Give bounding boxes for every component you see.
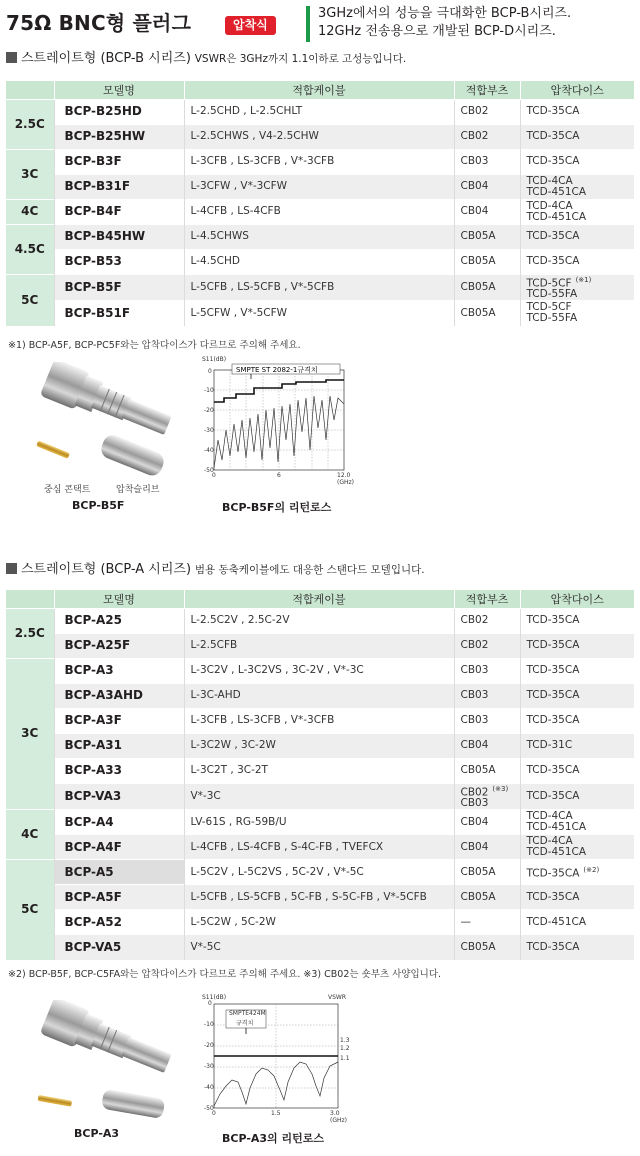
- boot-cell: [454, 301, 520, 326]
- cable-cell: L-4.5CHWS: [184, 224, 454, 249]
- boot-cell: [454, 633, 520, 658]
- cable-cell: V*-5C: [184, 935, 454, 960]
- model-cell: BCP-B25HW: [54, 124, 184, 149]
- header-desc-line-1: 3GHz에서의 성능을 극대화한 BCP-B시리즈.: [318, 6, 572, 21]
- table-row: [6, 608, 634, 633]
- section-b-table: [6, 81, 634, 326]
- a-graph-ylabel: S11(dB): [202, 994, 227, 1001]
- section-b-heading: [6, 50, 406, 67]
- col-blank: [6, 81, 54, 99]
- a-graph-standard: SMPTE424M: [229, 1010, 266, 1017]
- die-value: TCD-35CA: [526, 130, 580, 142]
- die-value: TCD-31C: [526, 739, 573, 751]
- cable-cell: L-5C2V , L-5C2VS , 5C-2V , V*-5C: [184, 860, 454, 885]
- cable-cell: L-2.5CFB: [184, 633, 454, 658]
- die-value: TCD-5CF: [526, 301, 572, 314]
- a-graph-xtick-0: 0: [212, 1110, 216, 1117]
- col-die: 압착다이스: [520, 81, 634, 99]
- die-cell: [520, 758, 634, 783]
- bcp-b5f-return-loss-graph: [196, 360, 356, 480]
- die-cell: [520, 633, 634, 658]
- crimp-type-badge: 압착식: [225, 16, 276, 35]
- boot-cell: [454, 758, 520, 783]
- a-graph-vtick-2: 1.1: [340, 1055, 350, 1062]
- cable-size-cell: 4C: [6, 199, 54, 224]
- die-value: TCD-4CA: [526, 199, 573, 212]
- cable-cell: L-5C2W , 5C-2W: [184, 910, 454, 935]
- cable-cell: LV-61S , RG-59B/U: [184, 810, 454, 835]
- boot-value: CB04: [460, 840, 489, 853]
- page-header: [6, 6, 634, 42]
- model-cell: BCP-A25: [54, 608, 184, 633]
- table-row: [6, 99, 634, 124]
- cable-cell: L-4.5CHD: [184, 249, 454, 274]
- a-graph-ytick-4: -40: [204, 1084, 214, 1091]
- bcp-a3-product-image: [34, 1000, 194, 1122]
- boot-cell: [454, 99, 520, 124]
- die-cell: [520, 733, 634, 758]
- b-graph-xunit: (GHz): [337, 479, 354, 486]
- header-divider: [306, 6, 310, 42]
- die-value-2: TCD-451CA: [526, 185, 587, 198]
- die-value: TCD-35CA: [526, 890, 580, 903]
- table-row: [6, 683, 634, 708]
- a-graph-vswr: VSWR: [328, 994, 347, 1001]
- table-row: [6, 301, 634, 326]
- section-bullet-icon: [6, 563, 17, 574]
- table-row: [6, 810, 634, 835]
- die-cell: [520, 810, 634, 835]
- cable-size-cell: 4.5C: [6, 224, 54, 274]
- table-row: [6, 708, 634, 733]
- model-cell: BCP-A25F: [54, 633, 184, 658]
- model-cell: BCP-A3F: [54, 708, 184, 733]
- model-cell: BCP-A5F: [54, 885, 184, 910]
- table-row: [6, 733, 634, 758]
- model-cell: BCP-A33: [54, 758, 184, 783]
- die-value: TCD-4CA: [526, 174, 573, 187]
- die-value-2: TCD-55FA: [526, 288, 578, 300]
- die-cell: [520, 885, 634, 910]
- boot-value: CB02: [460, 639, 489, 651]
- boot-value: CB03: [460, 714, 489, 726]
- cable-cell: L-3C2W , 3C-2W: [184, 733, 454, 758]
- die-value-2: TCD-55FA: [526, 312, 578, 325]
- model-cell: BCP-B53: [54, 249, 184, 274]
- boot-value: CB05A: [460, 280, 496, 293]
- boot-value: CB03: [460, 664, 489, 676]
- boot-cell: [454, 783, 520, 810]
- model-cell: BCP-B3F: [54, 149, 184, 174]
- table-row: [6, 935, 634, 960]
- die-cell: [520, 910, 634, 935]
- die-cell: [520, 99, 634, 124]
- die-cell: [520, 608, 634, 633]
- b-graph-ytick-1: -10: [204, 387, 214, 394]
- boot-cell: [454, 733, 520, 758]
- b-graph-standard: SMPTE ST 2082-1규격치: [236, 366, 318, 374]
- die-cell: [520, 683, 634, 708]
- cable-cell: L-4CFB , LS-4CFB: [184, 199, 454, 224]
- a-graph-vtick-1: 1.2: [340, 1045, 350, 1052]
- die-value: TCD-35CA: [526, 764, 580, 776]
- model-cell: BCP-VA3: [54, 783, 184, 810]
- a-graph-xtick-2: 3.0: [330, 1110, 340, 1117]
- die-cell: [520, 301, 634, 326]
- cable-cell: L-4CFB , LS-4CFB , S-4C-FB , TVEFCX: [184, 835, 454, 860]
- a-graph-vtick-0: 1.3: [340, 1037, 350, 1044]
- boot-value: CB05A: [460, 764, 496, 776]
- cable-cell: L-5CFB , LS-5CFB , V*-5CFB: [184, 274, 454, 301]
- col-die: 압착다이스: [520, 590, 634, 608]
- cable-size-cell: 2.5C: [6, 99, 54, 149]
- table-row: [6, 149, 634, 174]
- die-value: TCD-35CA: [526, 255, 580, 267]
- a-graph-ytick-3: -30: [204, 1063, 214, 1070]
- model-cell: BCP-B4F: [54, 199, 184, 224]
- header-desc-line-2: 12GHz 전송용으로 개발된 BCP-D시리즈.: [318, 24, 556, 39]
- die-value: TCD-35CA: [526, 614, 580, 626]
- section-a-heading: [6, 561, 425, 578]
- cable-cell: L-3CFB , LS-3CFB , V*-3CFB: [184, 149, 454, 174]
- model-cell: BCP-A5: [54, 860, 184, 885]
- boot-value: CB03: [460, 155, 489, 167]
- a-graph-xtick-1: 1.5: [271, 1110, 281, 1117]
- section-a-title: 스트레이트형 (BCP-A 시리즈): [21, 562, 192, 577]
- die-cell: [520, 149, 634, 174]
- col-cable: 적합케이블: [184, 590, 454, 608]
- die-cell: [520, 658, 634, 683]
- cable-cell: L-3CFW , V*-3CFW: [184, 174, 454, 199]
- table-row: [6, 910, 634, 935]
- table-row: [6, 758, 634, 783]
- boot-cell: [454, 835, 520, 860]
- col-blank: [6, 590, 54, 608]
- die-value: TCD-35CA: [526, 639, 580, 651]
- section-bullet-icon: [6, 52, 17, 63]
- model-cell: BCP-B45HW: [54, 224, 184, 249]
- cable-cell: L-3C2V , L-3C2VS , 3C-2V , V*-3C: [184, 658, 454, 683]
- a-graph-ytick-0: 0: [208, 1000, 212, 1007]
- model-cell: BCP-A3AHD: [54, 683, 184, 708]
- boot-cell: [454, 885, 520, 910]
- col-boot: 적합부츠: [454, 81, 520, 99]
- die-value: TCD-35CA: [526, 105, 580, 117]
- col-model: 모델명: [54, 81, 184, 99]
- boot-value: CB05A: [460, 865, 496, 878]
- die-cell: [520, 124, 634, 149]
- section-a-subtitle: 범용 동축케이블에도 대응한 스탠다드 모델입니다.: [194, 564, 425, 576]
- cable-cell: L-3CFB , LS-3CFB , V*-3CFB: [184, 708, 454, 733]
- boot-value: CB05A: [460, 940, 496, 953]
- boot-value: CB04: [460, 739, 489, 751]
- die-value: TCD-35CA: [526, 789, 580, 802]
- b-graph-xtick-1: 6: [277, 472, 281, 479]
- die-value-2: TCD-451CA: [526, 210, 587, 223]
- boot-cell: [454, 658, 520, 683]
- die-cell: [520, 224, 634, 249]
- die-cell: [520, 835, 634, 860]
- header-description: [318, 5, 638, 41]
- cable-cell: L-5CFB , LS-5CFB , 5C-FB , S-5C-FB , V*-5CFB: [184, 885, 454, 910]
- model-cell: BCP-B25HD: [54, 99, 184, 124]
- col-cable: 적합케이블: [184, 81, 454, 99]
- boot-value: CB05A: [460, 230, 496, 242]
- die-value: TCD-35CA: [526, 664, 580, 676]
- table-row: [6, 835, 634, 860]
- bcp-a3-graph-label: BCP-A3의 리턴로스: [222, 1132, 325, 1145]
- die-value: TCD-4CA: [526, 810, 573, 822]
- cable-size-cell: 5C: [6, 274, 54, 326]
- die-value-2: TCD-451CA: [526, 846, 587, 858]
- cable-size-cell: 3C: [6, 658, 54, 810]
- b-graph-ytick-2: -20: [204, 407, 214, 414]
- die-cell: [520, 935, 634, 960]
- table-row: [6, 783, 634, 810]
- cable-cell: L-2.5CHWS , V4-2.5CHW: [184, 124, 454, 149]
- die-cell: [520, 274, 634, 301]
- b-graph-ytick-5: -50: [204, 467, 214, 474]
- die-value: TCD-35CA: [526, 867, 580, 880]
- a-graph-ytick-1: -10: [204, 1021, 214, 1028]
- boot-cell: [454, 608, 520, 633]
- table-row: [6, 633, 634, 658]
- die-value: TCD-5CF: [526, 277, 572, 289]
- model-cell: BCP-B31F: [54, 174, 184, 199]
- boot-cell: [454, 149, 520, 174]
- boot-value: CB05A: [460, 255, 496, 267]
- die-cell: [520, 199, 634, 224]
- model-cell: BCP-A3: [54, 658, 184, 683]
- boot-cell: [454, 199, 520, 224]
- boot-cell: [454, 935, 520, 960]
- section-a-footnote: ※2) BCP-B5F, BCP-C5FA와는 압착다이스가 다르므로 주의해 주세요. ※3) CB02는 숏부츠 사양입니다.: [8, 969, 442, 980]
- cable-cell: V*-3C: [184, 783, 454, 810]
- crimp-sleeve-caption: 압착슬리브: [116, 485, 160, 495]
- die-value: TCD-35CA: [526, 689, 580, 701]
- die-cell: [520, 249, 634, 274]
- boot-cell: [454, 274, 520, 301]
- section-a-table: [6, 590, 634, 960]
- die-value: TCD-35CA: [526, 230, 580, 242]
- section-b-footnote: ※1) BCP-A5F, BCP-PC5F와는 압착다이스가 다르므로 주의해 주세요.: [8, 340, 301, 351]
- table-row: [6, 249, 634, 274]
- cable-cell: L-3C-AHD: [184, 683, 454, 708]
- cable-cell: L-2.5C2V , 2.5C-2V: [184, 608, 454, 633]
- boot-cell: [454, 810, 520, 835]
- cable-size-cell: 3C: [6, 149, 54, 199]
- a-graph-ytick-5: -50: [204, 1105, 214, 1112]
- model-cell: BCP-A4: [54, 810, 184, 835]
- boot-value: CB02: [460, 786, 489, 798]
- table-row: [6, 174, 634, 199]
- bcp-b5f-graph-label: BCP-B5F의 리턴로스: [222, 501, 332, 514]
- table-row: [6, 224, 634, 249]
- b-graph-xtick-0: 0: [212, 472, 216, 479]
- bcp-a3-return-loss-graph: [196, 996, 356, 1120]
- a-graph-standard2: 규격치: [236, 1020, 254, 1027]
- table-row: [6, 274, 634, 301]
- section-b-subtitle: VSWR은 3GHz까지 1.1이하로 고성능입니다.: [194, 53, 407, 65]
- cable-size-cell: 5C: [6, 860, 54, 960]
- a-graph-xunit: (GHz): [330, 1117, 347, 1124]
- boot-value: CB04: [460, 180, 489, 192]
- boot-value: CB05A: [460, 306, 496, 319]
- col-boot: 적합부츠: [454, 590, 520, 608]
- die-cell: [520, 708, 634, 733]
- table-row: [6, 885, 634, 910]
- bcp-b5f-product-image: [34, 362, 194, 482]
- table-row: [6, 658, 634, 683]
- boot-value: CB02: [460, 130, 489, 142]
- die-value: TCD-35CA: [526, 155, 580, 167]
- die-cell: [520, 860, 634, 885]
- boot-cell: [454, 708, 520, 733]
- section-b-title: 스트레이트형 (BCP-B 시리즈): [21, 51, 191, 66]
- b-graph-ylabel: S11(dB): [202, 356, 227, 363]
- cable-cell: L-5CFW , V*-5CFW: [184, 301, 454, 326]
- boot-value: CB04: [460, 815, 489, 828]
- die-value: TCD-4CA: [526, 835, 573, 847]
- die-value-2: TCD-451CA: [526, 821, 587, 833]
- cable-size-cell: 4C: [6, 810, 54, 860]
- model-cell: BCP-A31: [54, 733, 184, 758]
- col-model: 모델명: [54, 590, 184, 608]
- model-cell: BCP-A4F: [54, 835, 184, 860]
- b-graph-xtick-2: 12.0: [337, 472, 351, 479]
- b-graph-ytick-0: 0: [208, 368, 212, 375]
- center-contact-caption: 중심 콘택트: [44, 485, 91, 495]
- die-value: TCD-35CA: [526, 940, 580, 953]
- die-value: TCD-451CA: [526, 915, 587, 928]
- boot-cell: [454, 860, 520, 885]
- table-row: [6, 860, 634, 885]
- a-graph-ytick-2: -20: [204, 1042, 214, 1049]
- boot-value: CB03: [460, 689, 489, 701]
- boot-value: —: [460, 915, 471, 928]
- die-cell: [520, 174, 634, 199]
- boot-note: (※3): [492, 784, 509, 793]
- bcp-a3-label: BCP-A3: [74, 1127, 120, 1140]
- cable-cell: L-3C2T , 3C-2T: [184, 758, 454, 783]
- model-cell: BCP-A52: [54, 910, 184, 935]
- model-cell: BCP-B51F: [54, 301, 184, 326]
- die-cell: [520, 783, 634, 810]
- boot-cell: [454, 174, 520, 199]
- boot-cell: [454, 910, 520, 935]
- table-row: [6, 124, 634, 149]
- boot-cell: [454, 124, 520, 149]
- boot-value: CB02: [460, 105, 489, 117]
- model-cell: BCP-B5F: [54, 274, 184, 301]
- boot-value-2: CB03: [460, 797, 489, 809]
- boot-value: CB04: [460, 205, 489, 217]
- boot-cell: [454, 224, 520, 249]
- boot-value: CB05A: [460, 890, 496, 903]
- die-value: TCD-35CA: [526, 714, 580, 726]
- cable-cell: L-2.5CHD , L-2.5CHLT: [184, 99, 454, 124]
- bcp-b5f-label: BCP-B5F: [72, 499, 125, 512]
- b-graph-ytick-4: -40: [204, 447, 214, 454]
- page-title: 75Ω BNC형 플러그: [6, 11, 192, 35]
- table-row: [6, 199, 634, 224]
- b-graph-ytick-3: -30: [204, 427, 214, 434]
- die-note: (※1): [575, 275, 592, 284]
- boot-value: CB02: [460, 614, 489, 626]
- cable-size-cell: 2.5C: [6, 608, 54, 658]
- boot-cell: [454, 683, 520, 708]
- die-note: (※2): [583, 865, 600, 874]
- boot-cell: [454, 249, 520, 274]
- model-cell: BCP-VA5: [54, 935, 184, 960]
